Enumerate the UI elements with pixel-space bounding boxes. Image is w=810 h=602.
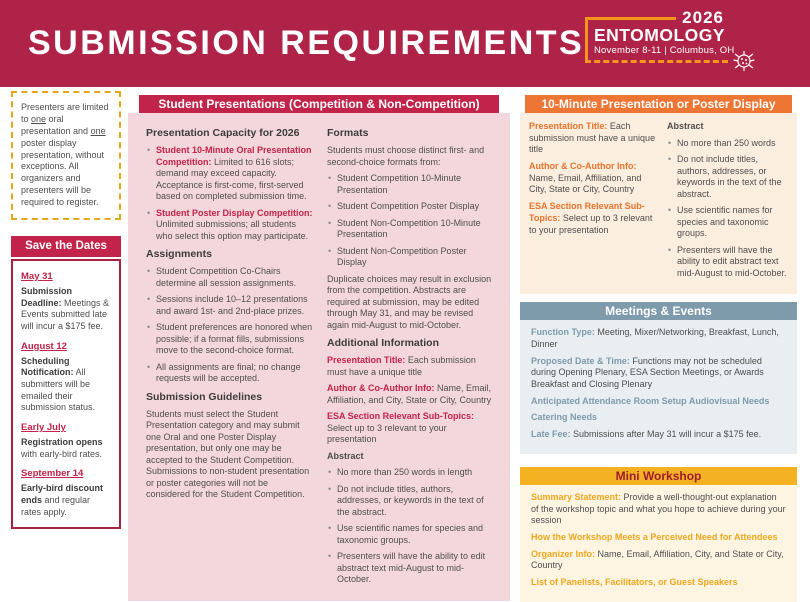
presenter-notice (11, 91, 121, 220)
page-title: SUBMISSION REQUIREMENTS (28, 24, 585, 62)
date-item (21, 341, 111, 414)
meetings-item: Catering Needs (531, 412, 598, 423)
workshop-item: Organizer Info: Name, Email, Affiliation, City, and State or City, Country (531, 548, 784, 571)
dashed-line (585, 60, 728, 63)
student-presentations-panel (128, 113, 510, 601)
student-presentations-section (128, 95, 510, 601)
abstract-bullet: • No more than 250 words (667, 138, 788, 150)
left-column (11, 91, 121, 529)
additional-item: Presentation Title: Each submission must have a unique title (327, 355, 476, 377)
meetings-events-panel (520, 320, 797, 454)
ten-minute-item: ESA Section Relevant Sub-Topics: Select up to 3 relevant to your presentation (529, 201, 653, 235)
save-the-dates-header: Save the Dates (11, 236, 121, 257)
date-label: May 31 (21, 270, 53, 282)
date-item (21, 271, 111, 333)
date-body: and regular rates apply. (21, 495, 91, 517)
abstract-bullet: • Do not include titles, authors, addresses, or keywords in the text of the abstract. (667, 154, 788, 200)
notice-underline: one (31, 113, 47, 124)
date-label: August 12 (21, 340, 67, 352)
meetings-item: Anticipated Attendance Room Setup Audiovisual Needs (531, 395, 770, 406)
additional-item: Author & Co-Author Info: Name, Email, Affiliation, and City, State or City, Country (327, 383, 492, 405)
mini-workshop-header: Mini Workshop (520, 467, 797, 485)
workshop-item: List of Panelists, Facilitators, or Guest Speakers (531, 576, 738, 587)
assignments-bullet: • Sessions include 10–12 presentations and award 1st- and 2nd-place prizes. (146, 294, 313, 317)
ten-minute-panel (520, 113, 797, 294)
save-the-dates-box (11, 259, 121, 529)
date-lead: Scheduling Notification: (21, 355, 74, 378)
student-right-subcolumn (327, 121, 494, 591)
additional-info-heading: Additional Information (327, 337, 439, 350)
notice-text: poster display presentation, without exceptions. All organizers and presenters will be required to register. (21, 137, 105, 207)
ten-minute-item: Author & Co-Author Info: Name, Email, Affiliation, and City, State or City, Country (529, 161, 642, 195)
beetle-icon (731, 48, 757, 74)
meetings-item: Proposed Date & Time: Functions may not be scheduled during Opening Plenary, ESA Section Meetings, or Awards Breakfast and Closing Plenary (531, 355, 764, 390)
date-body: Meetings & Events submitted late will incur a $175 fee. (21, 297, 110, 331)
abstract-heading: Abstract (667, 121, 704, 131)
formats-bullet: • Student Competition Poster Display (327, 201, 494, 213)
capacity-heading: Presentation Capacity for 2026 (146, 127, 300, 139)
abstract-bullet: • Use scientific names for species and taxonomic groups. (667, 205, 788, 240)
date-item (21, 422, 111, 460)
formats-intro: Students must choose distinct first- and second-choice formats from: (327, 145, 485, 167)
workshop-item: Summary Statement: Provide a well-thought-out explanation of the workshop topic and what you hope to achieve during your session (531, 491, 786, 526)
formats-bullet: • Student Non-Competition 10-Minute Presentation (327, 218, 494, 241)
banner (0, 0, 810, 87)
abstract-bullet: • Use scientific names for species and taxonomic groups. (327, 523, 494, 546)
logo-date-location: November 8-11 | Columbus, OH (594, 45, 735, 56)
student-presentations-header: Student Presentations (Competition & Non-Competition) (139, 95, 499, 113)
date-lead: Early-bird discount ends (21, 483, 104, 506)
meetings-events-header: Meetings & Events (520, 302, 797, 320)
formats-bullet: • Student Non-Competition Poster Display (327, 246, 494, 269)
ten-minute-item: Presentation Title: Each submission must have a unique title (529, 121, 656, 155)
date-lead: Registration opens (21, 437, 103, 448)
formats-bullet: • Student Competition 10-Minute Presentation (327, 173, 494, 196)
notice-underline: one (90, 125, 106, 136)
workshop-item: How the Workshop Meets a Perceived Need for Attendees (531, 531, 778, 542)
additional-item: ESA Section Relevant Sub-Topics: Select up to 3 relevant to your presentation (327, 411, 475, 445)
date-body: with early-bird rates. (21, 448, 103, 459)
assignments-heading: Assignments (146, 248, 212, 261)
ten-minute-left-subcolumn (529, 121, 657, 284)
logo-left-line (585, 17, 588, 61)
date-item (21, 468, 111, 518)
logo-name: ENTOMOLOGY (594, 25, 726, 45)
meetings-item: Function Type: Meeting, Mixer/Networking, Breakfast, Lunch, Dinner (531, 327, 779, 350)
logo-year: 2026 (682, 8, 724, 27)
assignments-bullet: • Student Competition Co-Chairs determine all session assignments. (146, 266, 313, 289)
date-label: Early July (21, 422, 66, 434)
assignments-bullet: • All assignments are final; no change requests will be accepted. (146, 362, 313, 385)
ten-minute-right-subcolumn (667, 121, 788, 284)
abstract-bullet: • Presenters will have the ability to edit abstract text mid-August to mid-October. (667, 245, 788, 280)
capacity-bullet: • Student 10-Minute Oral Presentation Competition: Limited to 616 slots; demand may exceed capacity. Acceptance is first-come, first-served based on completed submission time. (146, 145, 313, 203)
formats-heading: Formats (327, 127, 369, 139)
date-body: All submitters will be emailed their submission status. (21, 367, 96, 413)
notice-text: oral presentation and (21, 113, 91, 136)
right-column (520, 95, 797, 602)
date-label: September 14 (21, 468, 84, 480)
guidelines-heading: Submission Guidelines (146, 390, 263, 403)
guidelines-body: Students must select the Student Presentation category and may submit one Oral and one Poster Display presentation, but only one may be accepted to the Student Competition. Submissions to non-student presentation or poster categories will not be considered for the Student Competition. (146, 408, 310, 500)
date-lead: Submission Deadline: (21, 285, 73, 308)
assignments-bullet: • Student preferences are honored when possible; if a format fills, submissions move to the second-choice format. (146, 322, 313, 357)
abstract-bullet: • Do not include titles, authors, addresses, or keywords in the text of the abstract. (327, 484, 494, 519)
abstract-bullet: • No more than 250 words in length (327, 467, 494, 479)
meetings-item: Late Fee: Submissions after May 31 will incur a $175 fee. (531, 429, 762, 440)
abstract-bullet: • Presenters will have the ability to edit abstract text mid-August to mid-October. (327, 551, 494, 586)
capacity-bullet: • Student Poster Display Competition: Unlimited submissions; all students who select this option may participate. (146, 208, 313, 243)
ten-minute-header: 10-Minute Presentation or Poster Display (525, 95, 792, 113)
formats-outro: Duplicate choices may result in exclusion from the competition. Abstracts are required at submission, may be edited through May 31, and may be revised again mid-August to mid-October. (327, 273, 492, 330)
abstract-heading: Abstract (327, 450, 364, 461)
mini-workshop-panel (520, 485, 797, 602)
notice-text: Presenters are limited to (21, 102, 109, 124)
student-left-subcolumn (146, 121, 313, 591)
